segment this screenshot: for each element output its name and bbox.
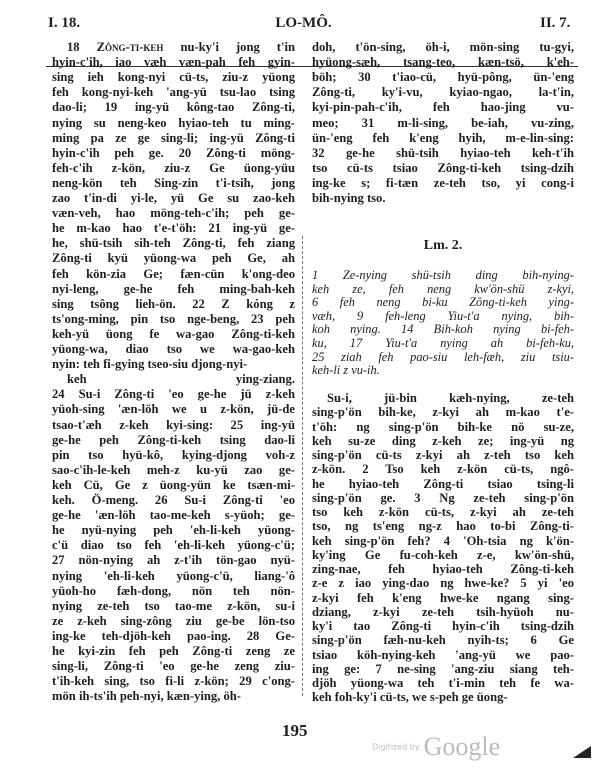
text-line: neng-kön teh Sing-zin t'i-tsih, jong xyxy=(52,175,295,190)
text-line: feh kön-zia Ge; fæn-cün k'ong-deo xyxy=(52,266,295,281)
line-rest: nu-ky'i jong t'in xyxy=(163,40,295,54)
running-head-left: I. 18. xyxy=(48,15,81,31)
text-line: tso cü-ts tsiao Zông-ti-keh tsing-dzih xyxy=(312,160,574,175)
text-line: Zông-ti, ky'i-vu, kyiao-ngao, la-t'in, xyxy=(312,85,574,100)
page-corner xyxy=(573,746,591,758)
text-line: koh nying. 14 Bih-koh nying bi-feh- xyxy=(312,322,574,337)
text-line: tso, ng ts'eng ng-z hao to-bi Zông-ti- xyxy=(312,519,574,534)
text-line: Zông-ti kyü yüong-wa peh Ge, ah xyxy=(52,251,295,266)
text-line: nying ze-teh tso tao-me z-kön, su-i xyxy=(52,598,295,613)
digitized-watermark xyxy=(372,732,500,762)
text-line: mön ih-ts'ih peh-nyi, kæn-ying, öh- xyxy=(52,689,241,704)
text-line: 1 Ze-nying shü-tsih ding bih-nying- xyxy=(312,268,574,282)
text-line: tso keh z-kön cü-ts, z-kyi ah ze-teh xyxy=(312,505,574,519)
text-line: keh ze, feh neng kw'ön-shü z-kyi, xyxy=(312,281,574,296)
text-line: keh Cü, Ge z üong-yün ke tsæn-mi- xyxy=(52,477,295,492)
text-line: ky'i tao Zông-ti hyin-c'ih tsing-dzih xyxy=(312,619,574,633)
text-line: keh-yü üong fe wa-gao Zông-ti-keh xyxy=(52,326,295,341)
text-line: feh-c'ih z-kön, ziu-z Ge üong-yüu xyxy=(52,160,295,175)
text-line: hyin-c'ih peh ge. 20 Zông-ti möng- xyxy=(52,145,295,160)
text-line: pin tso hyü-kô, kying-djong voh-z xyxy=(52,447,295,462)
text-line: sing ieh kong-nyi cü-ts, ziu-z yüong xyxy=(52,70,295,85)
text-line: sing-li, Zông-ti 'eo ge-he zeng ziu- xyxy=(52,659,295,674)
text-line: sing-p'ön bih-ke, z-kyi ah m-kao t'e- xyxy=(312,405,574,420)
text-line: yüong-wa, diao tso we wa-gao-keh xyxy=(52,342,295,356)
text-line: he nyü-nying peh 'eh-li-keh yüong- xyxy=(52,523,295,538)
text-line: kyi-pin-pah-c'ih, feh hao-jing vu- xyxy=(312,100,574,115)
text-line: keh su-ze ding z-keh ze; ing-yü ng xyxy=(312,433,574,448)
text-line: nyi-leng, ge-he feh ming-bah-keh xyxy=(52,281,295,296)
text-line: nying su neng-keo hyiao-teh tu ming- xyxy=(52,115,295,130)
chapter-heading: Lm. 2. xyxy=(423,238,463,253)
text-line: væh, 9 feh-leng Yiu-t'a nying, bih- xyxy=(312,308,574,323)
text-line: sing-p'ön ge. 3 Ng ze-teh sing-p'ön xyxy=(312,490,574,505)
text-line: sing-p'ön fæh-nu-keh nyih-ts; 6 Ge xyxy=(312,633,574,648)
text-line: væn-veh, hao möng-teh-c'ih; peh ge- xyxy=(52,206,295,221)
text-line: 32 ge-he shü-tsih hyiao-teh keh-t'ih xyxy=(312,145,574,160)
text-line: c'ü diao tso feh 'eh-li-keh yüong-c'ü; xyxy=(52,538,295,553)
text-line: ün-'eng feh k'eng hyih, m-e-lin-sing: xyxy=(312,130,574,145)
text-line: tsiao köh-nying-keh 'ang-yü we pao- xyxy=(312,647,574,662)
text-line: 25 ziah feh pao-siu leh-fæh, ziu tsiu- xyxy=(312,349,574,364)
watermark-small: Digitized by xyxy=(372,742,420,752)
text-line: Su-i, jü-bin kæh-nying, ze-teh xyxy=(327,391,574,405)
text-line: yüoh-ho fæh-dong, nön teh nön- xyxy=(52,583,295,598)
text-line: ming pa ze ge sing-li; ing-yü Zông-ti xyxy=(52,130,295,145)
text-line: ts'ong-ming, pin tso nge-beng, 23 peh xyxy=(52,311,295,326)
text-line: ge-he 'æn-löh tao-me-keh s-yüoh; ge- xyxy=(52,508,295,523)
text-line: feh kong-nyi-keh 'ang-yü tsu-lao tsing xyxy=(52,85,295,100)
text-line: 6 feh neng bi-ku Zông-ti-keh ying- xyxy=(312,295,574,310)
text-line: djöh yüong-wa teh t'i-min teh fe wa- xyxy=(312,676,574,690)
text-line: meo; 31 m-li-sing, be-iah, vu-zing, xyxy=(312,115,574,130)
text-line: ky'ing Ge fu-coh-keh z-e, kw'ön-shü, xyxy=(312,547,574,562)
text-line: keh. Ö-meng. 26 Su-i Zông-ti 'eo xyxy=(52,493,295,507)
text-line: doh, t'ön-sing, öh-i, mön-sing tu-gyi, xyxy=(312,40,574,54)
text-line: sing tsông lieh-ön. 22 Z kóng z xyxy=(52,296,295,311)
page-number: 195 xyxy=(282,721,308,740)
text-line: z-e z iao ying-dao ng hwe-ke? 5 yi 'eo xyxy=(312,576,574,591)
text-line: 27 nön-nying ah z-t'ih tön-gao nyü- xyxy=(52,553,295,568)
text-line: yüoh-sing 'æn-löh we u z-kön, jü-de xyxy=(52,402,295,417)
text-line: dziang, z-kyi ze-teh tsih-hyüoh nu- xyxy=(312,604,574,619)
text-line: z-kyi feh k'eng hwe-ke ngang sing- xyxy=(312,590,574,605)
text-line: keh-li z vu-ih. xyxy=(312,363,380,378)
watermark-brand: Google xyxy=(423,732,501,761)
text-line: ge-he peh Zông-ti-keh tsing dao-li xyxy=(52,432,295,447)
text-line: t'ih-keh sing, tso fi-li z-kön; 29 c'ong- xyxy=(52,674,295,689)
text-line: he hyiao-teh Zông-ti tsiao tsing-li xyxy=(312,476,574,491)
text-line: he m-kao hao t'e-t'öh: 21 ing-yü ge- xyxy=(52,221,295,236)
text-line: keh ying-ziang. xyxy=(67,372,295,387)
smallcaps-phrase: Zông-ti-keh xyxy=(96,40,164,54)
text-line: hyin-c'ih, iao væh væn-pah feh gyin- xyxy=(52,55,295,70)
text-line: nying 'eh-li-keh yüong-c'ü, liang-'ô xyxy=(52,568,295,583)
text-line: ing ge: 7 ne-sing 'ang-ziu siang teh- xyxy=(312,661,574,676)
text-line xyxy=(52,40,295,54)
column-divider xyxy=(302,236,303,696)
text-line: he kyi-zin feh peh Zông-ti zeng ze xyxy=(52,644,295,658)
text-line: ku, 17 Yiu-t'a nying ah bi-feh-ku, xyxy=(312,336,574,350)
text-line: he, shü-tsih sih-teh Zông-ti, feh ziang xyxy=(52,236,295,251)
text-line: 24 Su-i Zông-ti 'eo ge-he jü z-keh xyxy=(52,387,295,402)
text-line: ing-ke teh-djöh-keh pao-ing. 28 Ge- xyxy=(52,628,295,643)
text-line: ze z-keh sing-zông ziu ge-be lön-tso xyxy=(52,613,295,628)
text-line: zao t'in-di yi-le, yü Ge su zao-keh xyxy=(52,191,295,205)
text-line: zing-nae, feh hyiao-teh Zông-ti-keh xyxy=(312,562,574,576)
text-line: hyüong-sæh, tsang-teo, kæn-tsö, k'eh- xyxy=(312,55,574,70)
text-line: böh; 30 t'iao-cü, hyü-pông, ün-'eng xyxy=(312,70,574,85)
text-line: z-kön. 2 Tso keh z-kön cü-ts, ngô- xyxy=(312,462,574,477)
text-line: dao-li; 19 ing-yü kông-tao Zông-ti, xyxy=(52,100,295,115)
running-head-title: LO-MÔ. xyxy=(275,15,332,31)
running-head-right: II. 7. xyxy=(540,15,571,31)
text-line: bih-nying tso. xyxy=(312,191,386,205)
verse-number: 18 xyxy=(67,40,97,54)
text-line: sing-p'ön cü-ts z-kyi ah z-teh tso keh xyxy=(312,448,574,462)
text-line: keh foh-ky'i cü-ts, we s-peh ge üong- xyxy=(312,690,508,705)
text-line: t'öh: ng sing-p'ön bih-ke nö su-ze, xyxy=(312,419,574,434)
text-line: nyin: teh fi-gying tseo-siu djong-nyi- xyxy=(52,357,248,372)
text-line: tsao-t'æh z-keh kyi-sing: 25 ing-yü xyxy=(52,417,295,432)
text-line: sao-c'ih-le-keh meh-z ku-yü zao ge- xyxy=(52,462,295,477)
text-line: ing-ke s; fi-tæn ze-teh tso, yi cong-i xyxy=(312,175,574,190)
text-line: keh sing-p'ön feh? 4 'Oh-tsia ng k'ön- xyxy=(312,533,574,548)
